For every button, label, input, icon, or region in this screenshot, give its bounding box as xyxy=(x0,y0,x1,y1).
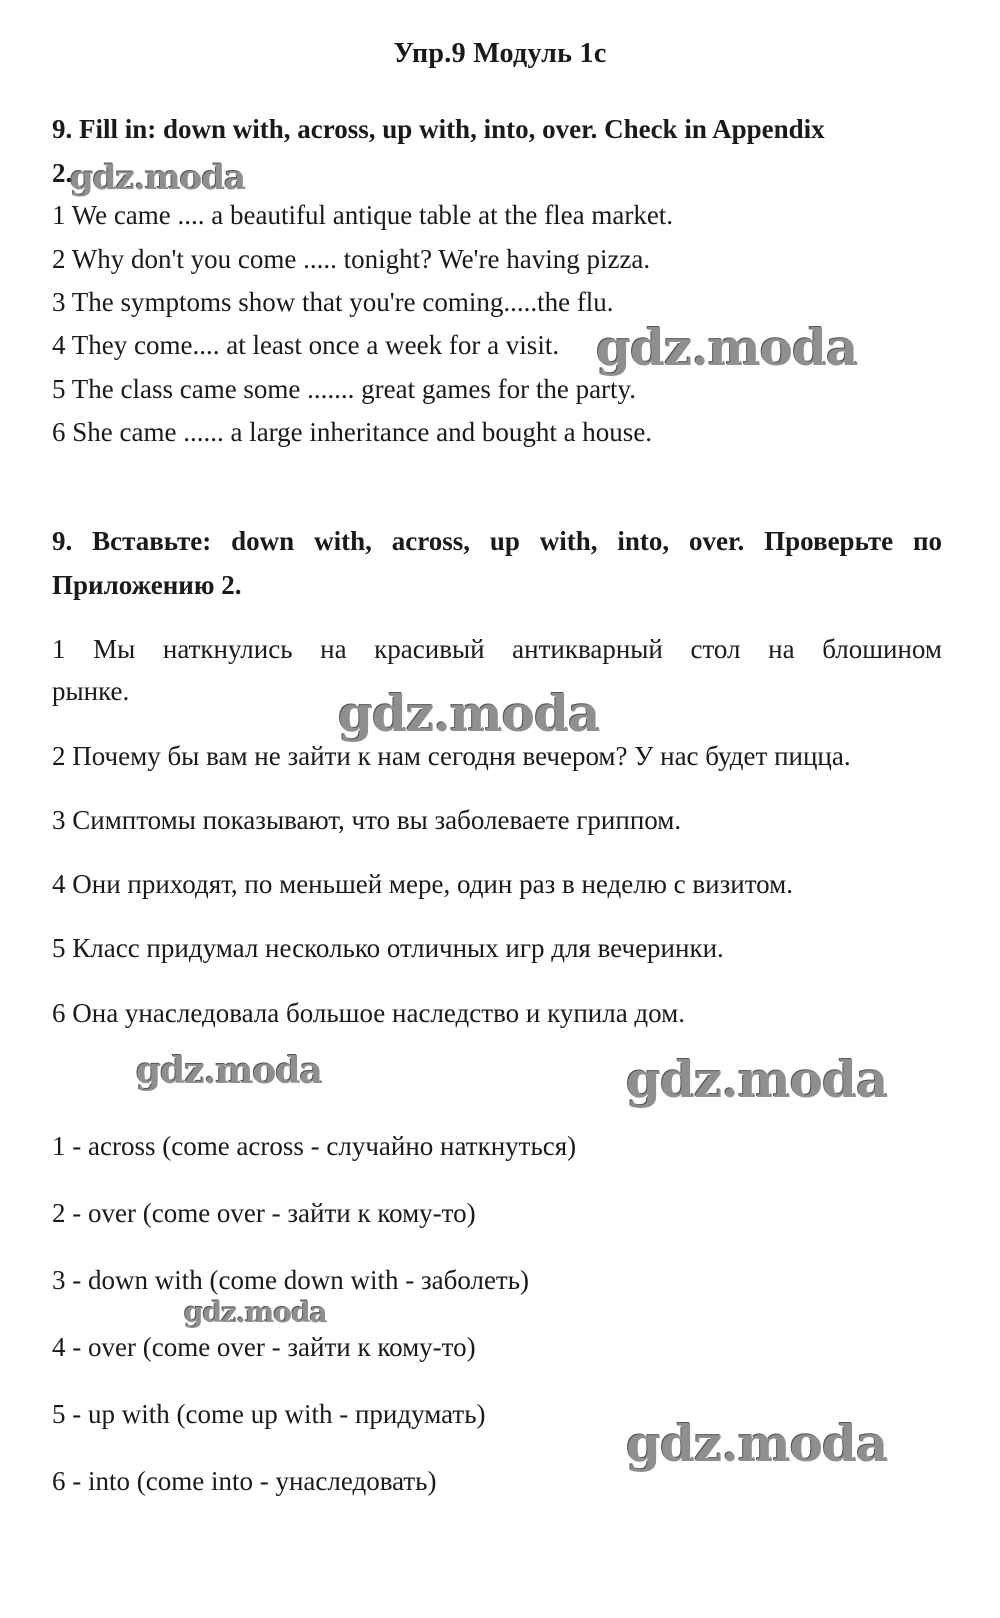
answer-3: 3 - down with (come down with - заболеть) xyxy=(52,1265,530,1295)
watermark: gdz.moda xyxy=(626,1414,888,1473)
watermark: gdz.moda xyxy=(136,1050,322,1092)
russian-sentence-6: 6 Она унаследовала большое наследство и купила дом. xyxy=(52,998,685,1028)
watermark: gdz.moda xyxy=(596,318,858,377)
english-sentence-3: 3 The symptoms show that you're coming.....the flu. xyxy=(52,287,614,317)
answer-4: 4 - over (come over - зайти к кому-то) xyxy=(52,1332,476,1362)
english-sentence-1: 1 We came .... a beautiful antique table at the flea market. xyxy=(52,200,674,230)
russian-sentence-3: 3 Симптомы показывают, что вы заболеваете гриппом. xyxy=(52,805,682,835)
english-task-heading: 9. Fill in: down with, across, up with, into, over. Check in Appendix xyxy=(52,114,825,144)
english-task-heading-cont: 2. xyxy=(52,158,73,188)
watermark: gdz.moda xyxy=(338,684,600,743)
russian-task-heading: 9. Вставьте: down with, across, up with, into, over. Проверьте по xyxy=(52,526,942,556)
english-sentence-2: 2 Why don't you come ..... tonight? We're having pizza. xyxy=(52,244,651,274)
answer-5: 5 - up with (come up with - придумать) xyxy=(52,1399,486,1429)
russian-sentence-1-cont: рынке. xyxy=(52,676,130,706)
watermark: gdz.moda xyxy=(70,158,246,198)
english-sentence-5: 5 The class came some ....... great games for the party. xyxy=(52,374,637,404)
russian-sentence-4: 4 Они приходят, по меньшей мере, один раз в неделю с визитом. xyxy=(52,869,793,899)
page-title: Упр.9 Модуль 1с xyxy=(393,38,607,69)
russian-sentence-1: 1 Мы наткнулись на красивый антикварный стол на блошином xyxy=(52,634,942,664)
english-sentence-6: 6 She came ...... a large inheritance and bought a house. xyxy=(52,417,653,447)
answer-2: 2 - over (come over - зайти к кому-то) xyxy=(52,1198,476,1228)
english-sentence-4: 4 They come.... at least once a week for a visit. xyxy=(52,330,560,360)
russian-task-heading-cont: Приложению 2. xyxy=(52,570,242,600)
answer-1: 1 - across (come across - случайно наткнуться) xyxy=(52,1131,577,1161)
russian-sentence-5: 5 Класс придумал несколько отличных игр для вечеринки. xyxy=(52,933,724,963)
russian-sentence-2: 2 Почему бы вам не зайти к нам сегодня вечером? У нас будет пицца. xyxy=(52,741,851,771)
watermark: gdz.moda xyxy=(184,1296,327,1329)
watermark: gdz.moda xyxy=(626,1050,888,1109)
answer-6: 6 - into (come into - унаследовать) xyxy=(52,1466,437,1496)
